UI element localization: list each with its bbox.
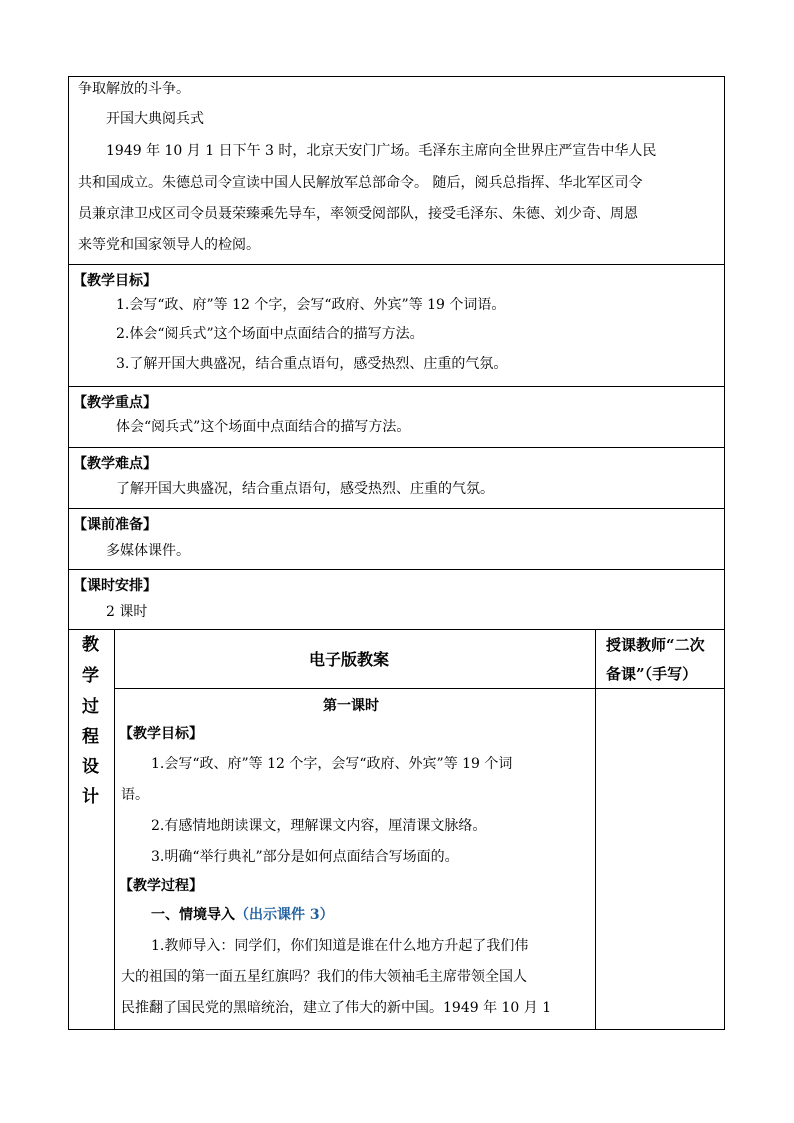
- intro-subtitle: 开国大典阅兵式: [106, 111, 204, 127]
- step-title-line: [151, 905, 334, 925]
- right-column-header: 备课”（手写）: [606, 665, 698, 683]
- step-title: 一、情境导入: [151, 907, 235, 923]
- side-label-char: 过: [82, 697, 99, 717]
- key-points-heading: 【教学重点】: [73, 395, 157, 411]
- schedule-section: [68, 569, 725, 629]
- lesson-goals-heading: 【教学目标】: [119, 726, 203, 742]
- preparation-text: 多媒体课件。: [106, 543, 190, 559]
- goal-item: 2.体会“阅兵式”这个场面中点面结合的描写方法。: [116, 326, 424, 342]
- goals-heading: 【教学目标】: [73, 273, 157, 289]
- schedule-text: 2 课时: [106, 604, 148, 620]
- lesson-goal-line: 语。: [121, 787, 149, 803]
- difficulties-section: [68, 447, 725, 508]
- goal-item: 3.了解开国大典盛况，结合重点语句，感受热烈、庄重的气氛。: [116, 356, 508, 372]
- preparation-section: [68, 508, 725, 569]
- body-line: 民推翻了国民党的黑暗统治，建立了伟大的新中国。1949 年 10 月 1: [121, 1000, 552, 1016]
- lesson-goal-line: 2.有感情地朗读课文，理解课文内容，厘清课文脉络。: [151, 818, 487, 834]
- lesson-title: 第一课时: [323, 698, 379, 714]
- body-line: 大的祖国的第一面五星红旗吗？我们的伟大领袖毛主席带领全国人: [121, 969, 527, 985]
- intro-line: 来等党和国家领导人的检阅。: [78, 237, 260, 253]
- intro-line: 争取解放的斗争。: [78, 81, 190, 97]
- schedule-heading: 【课时安排】: [73, 578, 157, 594]
- intro-line: 1949 年 10 月 1 日下午 3 时，北京天安门广场。毛泽东主席向全世界庄严宣告中华人民: [106, 143, 657, 159]
- body-line: 1.教师导入：同学们，你们知道是谁在什么地方升起了我们伟: [151, 938, 529, 954]
- intro-section: [68, 76, 725, 264]
- goals-section: [68, 264, 725, 386]
- key-points-text: 体会“阅兵式”这个场面中点面结合的描写方法。: [116, 419, 411, 435]
- side-label-char: 教: [82, 635, 99, 655]
- right-column-header: 授课教师“二次: [606, 636, 705, 654]
- difficulties-text: 了解开国大典盛况，结合重点语句，感受热烈、庄重的气氛。: [116, 481, 494, 497]
- side-label-char: 学: [82, 666, 99, 686]
- main-column-header: 电子版教案: [309, 650, 390, 669]
- intro-line: 员兼京津卫戍区司令员聂荣臻乘先导车，率领受阅部队，接受毛泽东、朱德、刘少奇、周恩: [78, 206, 638, 222]
- column-divider: [595, 630, 596, 1030]
- preparation-heading: 【课前准备】: [73, 517, 157, 533]
- intro-line: 共和国成立。朱德总司令宣读中国人民解放军总部命令。 随后，阅兵总指挥、华北军区司令: [78, 175, 643, 191]
- side-label-char: 设: [82, 757, 99, 777]
- side-label-char: 计: [82, 787, 99, 807]
- goal-item: 1.会写“政、府”等 12 个字，会写“政府、外宾”等 19 个词语。: [116, 297, 506, 313]
- side-label-char: 程: [82, 727, 99, 747]
- process-heading: 【教学过程】: [119, 878, 203, 894]
- courseware-note: （出示课件 3）: [235, 907, 334, 923]
- lesson-goal-line: 3.明确“举行典礼”部分是如何点面结合写场面的。: [151, 849, 459, 865]
- difficulties-heading: 【教学难点】: [73, 456, 157, 472]
- header-divider: [115, 688, 725, 689]
- lesson-goal-line: 1.会写“政、府”等 12 个字，会写“政府、外宾”等 19 个词: [151, 756, 513, 772]
- process-table: [68, 629, 725, 1030]
- column-divider: [114, 630, 115, 1030]
- key-points-section: [68, 386, 725, 447]
